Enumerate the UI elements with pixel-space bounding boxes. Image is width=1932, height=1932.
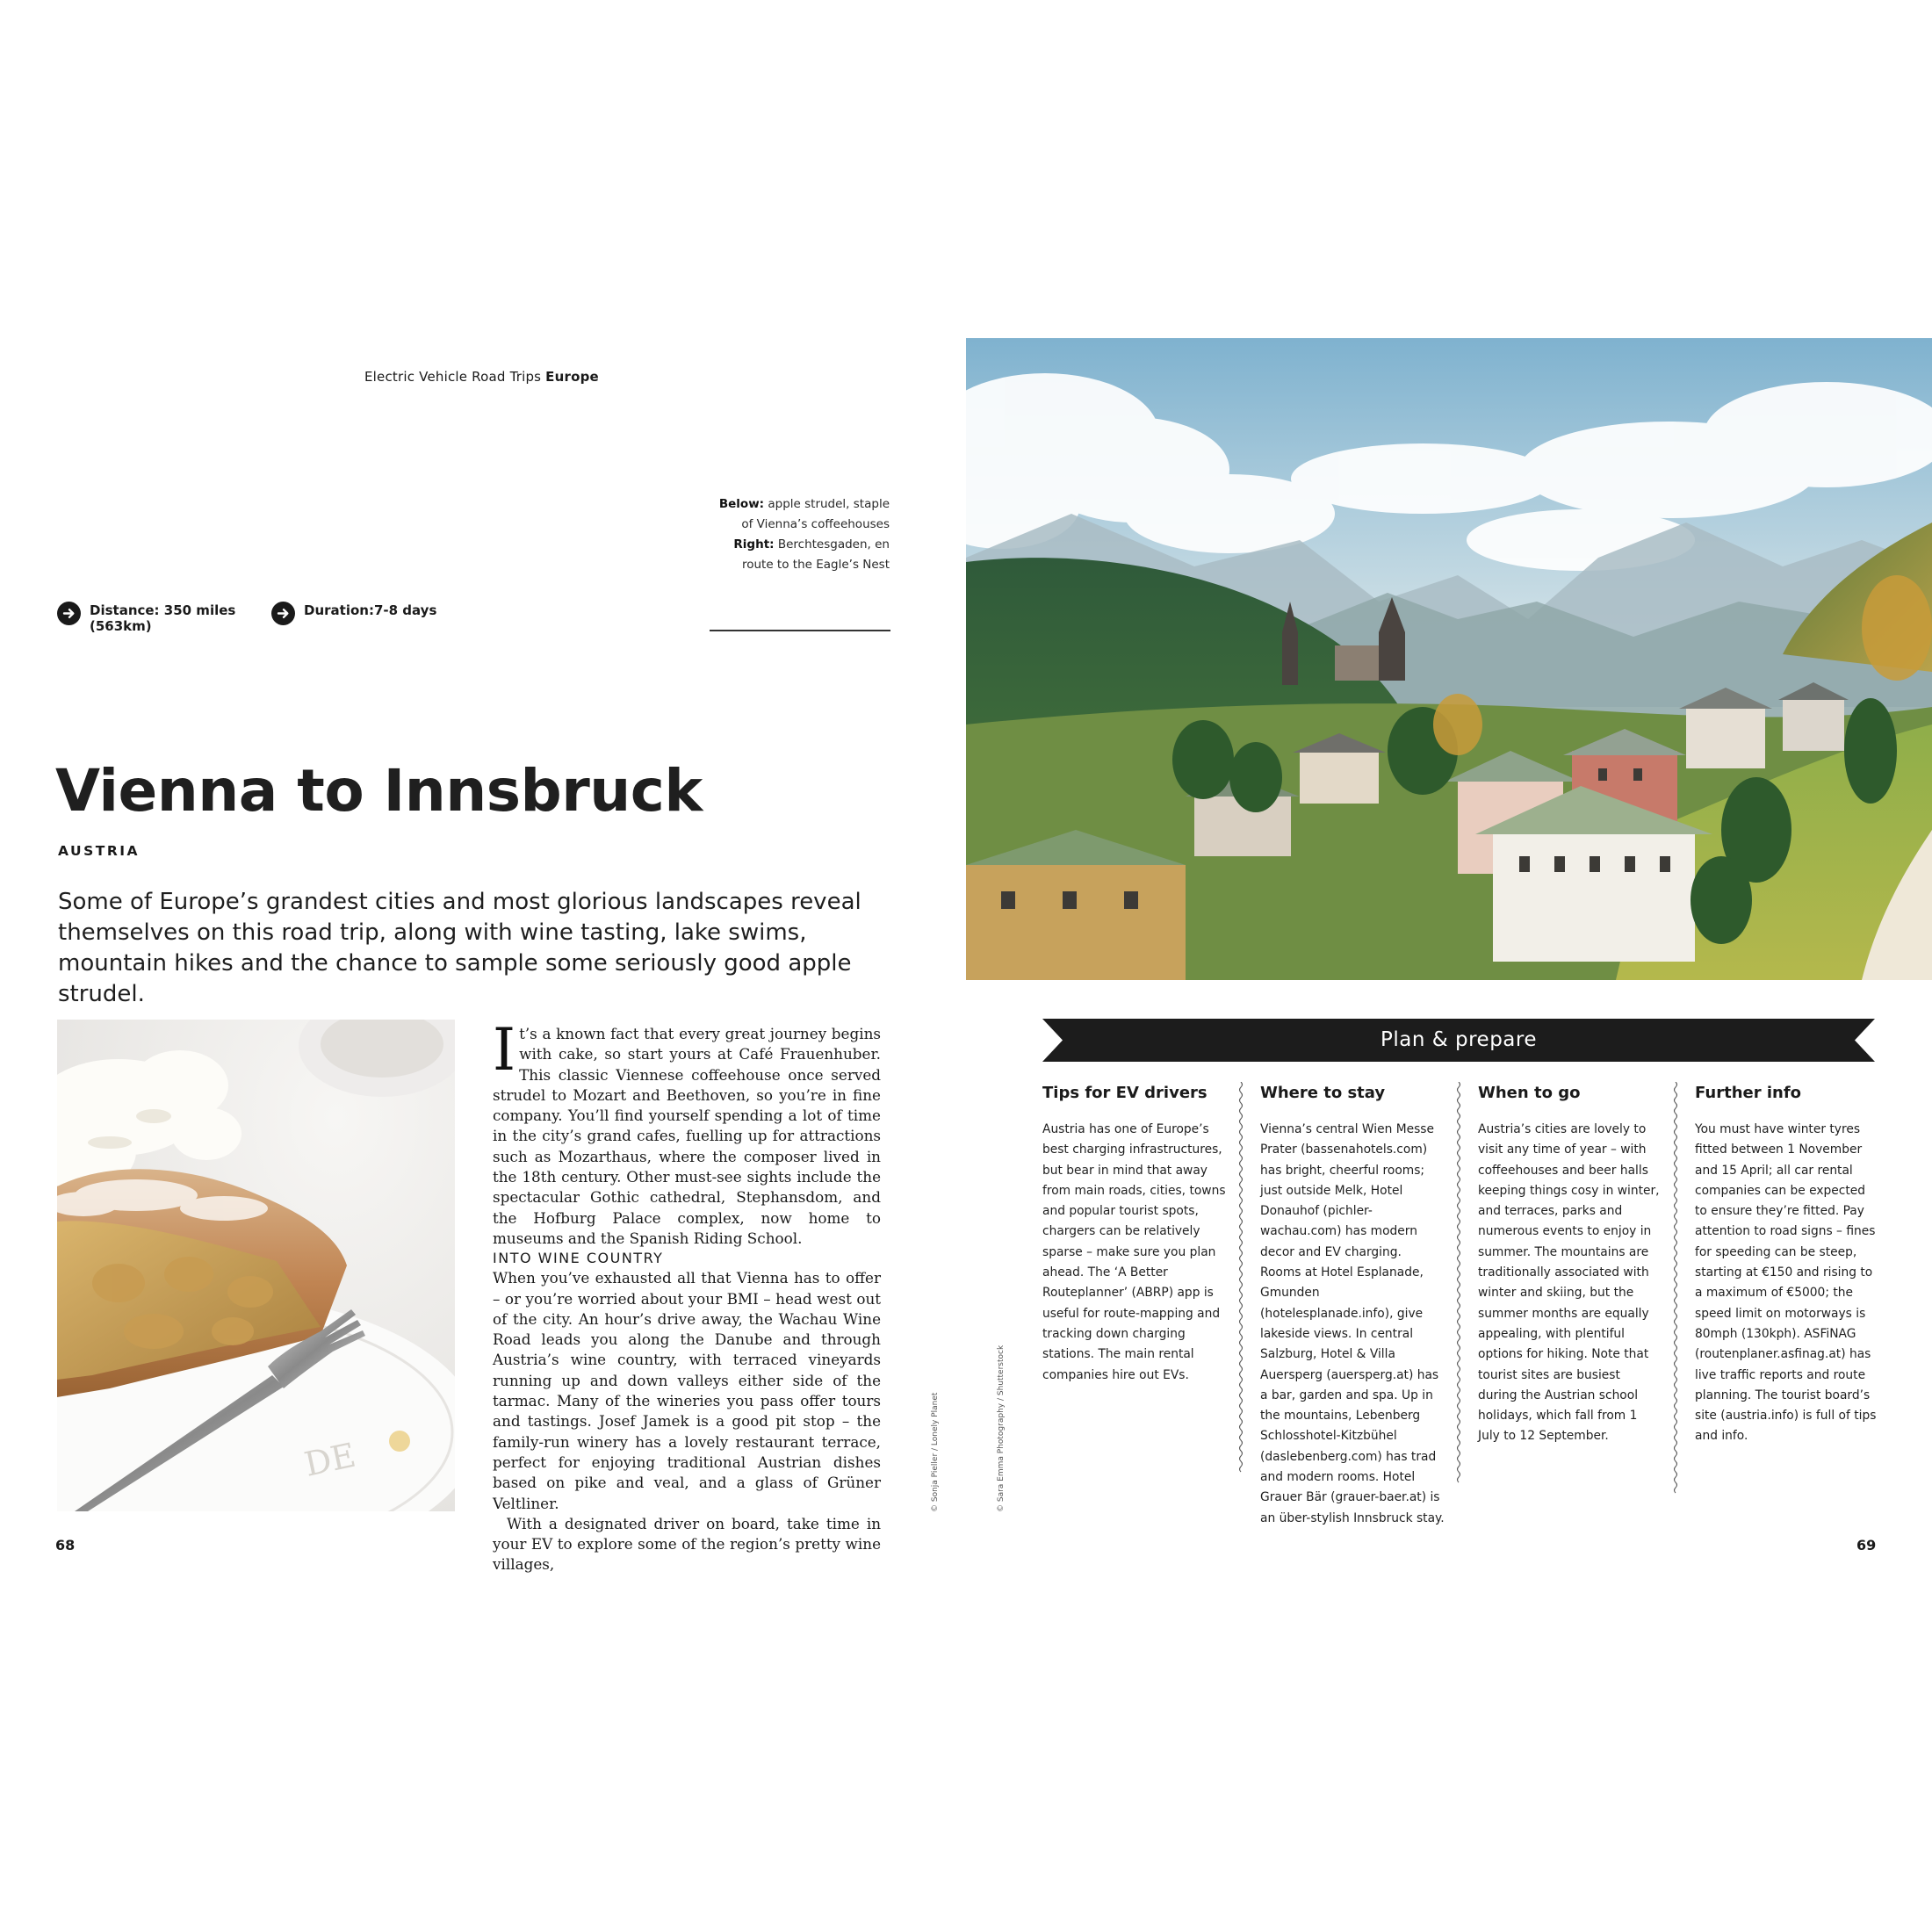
berchtesgaden-photo: [966, 338, 1932, 980]
plan-column-further-info: [1695, 1084, 1881, 1447]
apple-strudel-photo: [57, 1020, 455, 1511]
photo-credit-landscape: © Sara Emma Photography / Shutterstock: [997, 1344, 1006, 1512]
duration-text: Duration:7-8 days: [304, 602, 437, 618]
body-subhead: INTO WINE COUNTRY: [493, 1250, 664, 1267]
running-head-series: Electric Vehicle Road Trips: [364, 369, 546, 385]
plan-column-heading: When to go: [1478, 1084, 1581, 1102]
plan-column-where-to-stay: [1260, 1084, 1445, 1529]
duration-stat: [271, 602, 447, 625]
drop-cap: I: [493, 1016, 516, 1084]
photo-credit-strudel: © Sonja Pieller / Lonely Planet: [931, 1392, 940, 1512]
page-number-right: 69: [1856, 1537, 1877, 1554]
plan-column-ev-tips: [1042, 1084, 1227, 1386]
plan-column-when-to-go: [1478, 1084, 1662, 1447]
caption-below-label: Below:: [718, 497, 765, 511]
caption-right-text: Berchtesgaden, en route to the Eagle’s Nest: [741, 537, 890, 572]
article-title: Vienna to Innsbruck: [55, 757, 703, 825]
plan-column-heading: Tips for EV drivers: [1042, 1084, 1208, 1102]
body-paragraph-1-text: t’s a known fact that every great journey begins with cake, so start yours at Café Frauenhuber. This classic Viennese coffeehouse once served strudel to Mozart and Beethoven, so you’re in fine company. You’ll find yourself spending a lot of time in the city’s grand cafes, fuelling up for attractions such as Mozarthaus, where the composer lived in the 18th century. Other must-see sights include the spectacular Gothic cathedral, Stephansdom, and the Hofburg Palace complex, now home to museums and the Spanish Riding School.: [493, 1025, 881, 1247]
plan-column-text: You must have winter tyres fitted between 1 November and 15 April; all car rental companies can be expected to ensure they’re fitted. Pay attention to road signs – fines for speeding can be steep, starting at €150 and rising to a maximum of €5000; the speed limit on motorways is 80mph (130kph). ASFiNAG (routenplaner.asfinag.at) has live traffic reports and route planning. The tourist board’s site (austria.info) is full of tips and info.: [1695, 1122, 1877, 1444]
body-paragraph-3: With a designated driver on board, take time in your EV to explore some of the region’s pretty wine villages,: [493, 1514, 881, 1574]
caption-right-label: Right:: [733, 537, 775, 551]
running-head: [364, 369, 599, 385]
wavy-divider: [1237, 1082, 1244, 1514]
body-paragraph-2: When you’ve exhausted all that Vienna has to offer – or you’re worried about your BMI – head west out of the city. An hour’s drive away, the Wachau Wine Road leads you along the Danube and through Austria’s wine country, with terraced vineyards running up and down valleys either side of the tarmac. Many of the wineries you pass offer tours and tastings. Josef Jamek is a good pit stop – the family-run winery has a lovely restaurant terrace, perfect for enjoying traditional Austrian dishes based on pike and veal, and a glass of Grüner Veltliner.: [493, 1269, 881, 1512]
distance-stat: [57, 602, 250, 634]
plan-column-text: Vienna’s central Wien Messe Prater (bassenahotels.com) has bright, cheerful rooms; just outside Melk, Hotel Donauhof (pichler-wachau.com) has modern decor and EV charging. Rooms at Hotel Esplanade, Gmunden (hotelesplanade.info), give lakeside views. In central Salzburg, Hotel & Villa Auersperg (auersperg.at) has a bar, garden and spa. Up in the mountains, Lebenberg Schlosshotel-Kitzbühel (daslebenberg.com) has trad and modern rooms. Hotel Grauer Bär (grauer-baer.at) is an über-stylish Innsbruck stay.: [1260, 1122, 1445, 1525]
wavy-divider: [1672, 1082, 1679, 1514]
arrow-right-circle-icon: [271, 602, 295, 625]
running-head-region: Europe: [545, 369, 599, 385]
country-label: AUSTRIA: [58, 843, 141, 859]
caption-rule: [710, 630, 890, 631]
caption-below-text: apple strudel, staple of Vienna’s coffeehouses: [741, 497, 890, 531]
body-text: [493, 1016, 881, 1575]
body-paragraph-1: [493, 1016, 881, 1249]
plan-column-text: Austria’s cities are lovely to visit any time of year – with coffeehouses and beer halls keeping things cosy in winter, and terraces, parks and numerous events to enjoy in summer. The mountains are traditionally associated with winter and skiing, but the summer months are equally appealing, with plentiful options for hiking. Note that tourist sites are busiest during the Austrian school holidays, which fall from 1 July to 12 September.: [1478, 1122, 1660, 1444]
svg-text:DE: DE: [300, 1435, 359, 1484]
page-number-left: 68: [55, 1537, 76, 1554]
wavy-divider: [1455, 1082, 1462, 1514]
arrow-right-circle-icon: [57, 602, 81, 625]
plan-column-text: Austria has one of Europe’s best charging infrastructures, but bear in mind that away from main roads, cities, towns and popular tourist spots, chargers can be relatively sparse – make sure you plan ahead. The ‘A Better Routeplanner’ (ABRP) app is useful for route-mapping and tracking down charging stations. The main rental companies hire out EVs.: [1042, 1122, 1226, 1382]
plan-column-heading: Further info: [1695, 1084, 1802, 1102]
distance-text: Distance: 350 miles (563km): [90, 602, 236, 634]
plan-prepare-title: Plan & prepare: [1381, 1028, 1537, 1051]
plan-column-heading: Where to stay: [1260, 1084, 1386, 1102]
photo-caption: [710, 494, 890, 575]
standfirst: Some of Europe’s grandest cities and most glorious landscapes reveal themselves on this road trip, along with wine tasting, lake swims, mountain hikes and the chance to sample some seriously good apple strudel.: [58, 889, 861, 1007]
